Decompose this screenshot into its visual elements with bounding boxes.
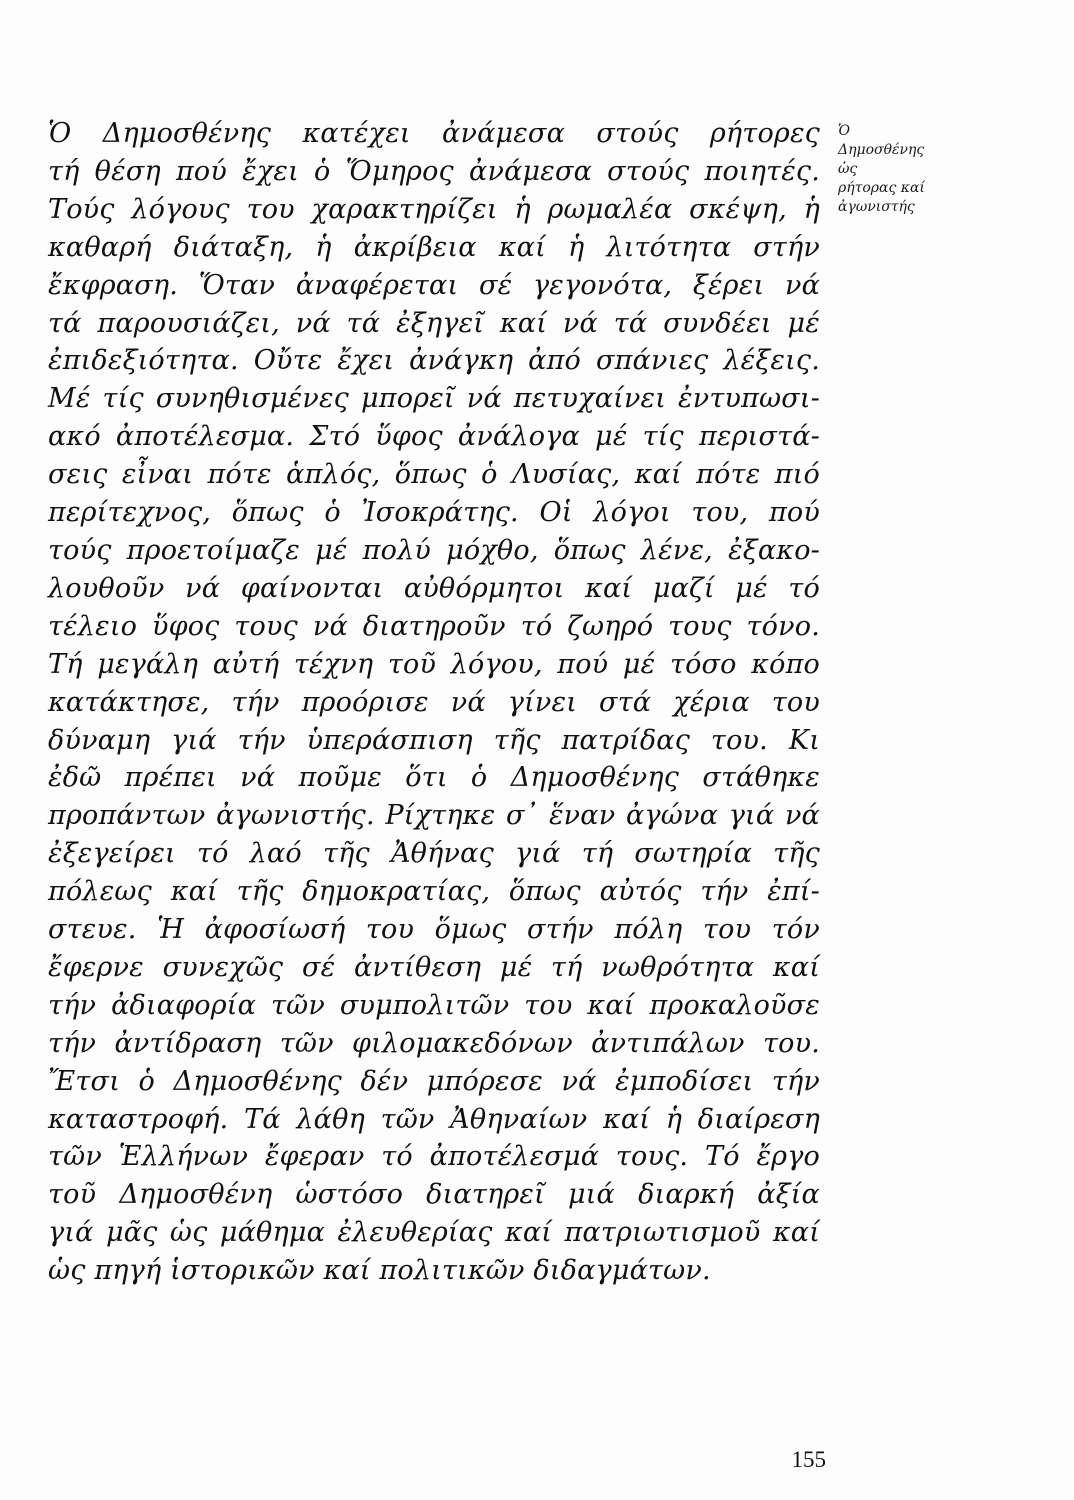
text-line: ἔκφραση. Ὅταν ἀναφέρεται σέ γεγονότα, ξέρει νά [48, 269, 820, 301]
page-number: 155 [791, 1447, 826, 1472]
margin-note-line: ρήτορας καί [838, 180, 925, 196]
text-line: περίτεχνος, ὅπως ὁ Ἰσοκράτης. Οἱ λόγοι του, πού [48, 497, 820, 529]
text-line: γιά μᾶς ὡς μάθημα ἐλευθερίας καί πατριωτισμοῦ καί [48, 1217, 820, 1249]
text-line: τέλειο ὕφος τους νά διατηροῦν τό ζωηρό τους τόνο. [48, 610, 820, 642]
body-text [48, 115, 820, 1290]
text-line: καταστροφή. Τά λάθη τῶν Ἀθηναίων καί ἡ διαίρεση [48, 1103, 820, 1135]
text-line: σεις εἶναι πότε ἁπλός, ὅπως ὁ Λυσίας, καί πότε πιό [48, 459, 820, 491]
text-line: κατάκτησε, τήν προόρισε νά γίνει στά χέρια του [48, 686, 820, 718]
text-line: Ὁ Δημοσθένης κατέχει ἀνάμεσα στούς ρήτορες [48, 118, 820, 149]
margin-note-line: Δημοσθένης [838, 142, 925, 158]
text-line: λουθοῦν νά φαίνονται αὐθόρμητοι καί μαζί μέ τό [48, 572, 820, 604]
margin-note [838, 122, 998, 217]
text-line: τούς προετοίμαζε μέ πολύ μόχθο, ὅπως λένε, ἐξακο- [48, 534, 820, 566]
text-line: τοῦ Δημοσθένη ὡστόσο διατηρεῖ μιά διαρκή ἀξία [48, 1179, 820, 1211]
text-line: ἔφερνε συνεχῶς σέ ἀντίθεση μέ τή νωθρότητα καί [48, 951, 820, 983]
text-line: ἐπιδεξιότητα. Οὔτε ἔχει ἀνάγκη ἀπό σπάνιες λέξεις. [48, 345, 820, 377]
text-line: καθαρή διάταξη, ἡ ἀκρίβεια καί ἡ λιτότητα στήν [48, 231, 820, 263]
text-line: Τή μεγάλη αὐτή τέχνη τοῦ λόγου, πού μέ τόσο κόπο [48, 648, 820, 680]
margin-note-line: ἀγωνιστής [838, 199, 915, 215]
text-line: προπάντων ἀγωνιστής. Ρίχτηκε σ᾽ ἕναν ἀγώνα γιά νά [48, 800, 820, 832]
margin-note-line: ὡς [838, 161, 858, 177]
margin-note-line: Ὁ [838, 123, 851, 139]
text-line: δύναμη γιά τήν ὑπεράσπιση τῆς πατρίδας του. Κι [48, 724, 820, 756]
text-line: Τούς λόγους του χαρακτηρίζει ἡ ρωμαλέα σκέψη, ἡ [48, 193, 820, 225]
text-line: τά παρουσιάζει, νά τά ἐξηγεῖ καί νά τά συνδέει μέ [48, 307, 820, 339]
text-line: ἐξεγείρει τό λαό τῆς Ἀθήνας γιά τή σωτηρία τῆς [48, 838, 820, 870]
text-line: τή θέση πού ἔχει ὁ Ὅμηρος ἀνάμεσα στούς ποιητές. [48, 155, 820, 187]
text-line: ακό ἀποτέλεσμα. Στό ὕφος ἀνάλογα μέ τίς περιστά- [48, 421, 820, 453]
text-line: τήν ἀδιαφορία τῶν συμπολιτῶν του καί προκαλοῦσε [48, 989, 820, 1021]
text-line: ἐδῶ πρέπει νά ποῦμε ὅτι ὁ Δημοσθένης στάθηκε [48, 762, 820, 794]
text-line: τήν ἀντίδραση τῶν φιλομακεδόνων ἀντιπάλων του. [48, 1027, 820, 1059]
text-line: Μέ τίς συνηθισμένες μπορεῖ νά πετυχαίνει ἐντυπωσι- [48, 383, 820, 415]
text-line: ὡς πηγή ἱστορικῶν καί πολιτικῶν διδαγμάτων. [48, 1255, 711, 1287]
text-line: στευε. Ἡ ἀφοσίωσή του ὅμως στήν πόλη του τόν [48, 914, 820, 946]
text-line: πόλεως καί τῆς δημοκρατίας, ὅπως αὐτός τήν ἐπί- [48, 876, 820, 908]
text-line: Ἔτσι ὁ Δημοσθένης δέν μπόρεσε νά ἐμποδίσει τήν [48, 1065, 820, 1097]
text-line: τῶν Ἑλλήνων ἔφεραν τό ἀποτέλεσμά τους. Τό ἔργο [48, 1141, 820, 1173]
